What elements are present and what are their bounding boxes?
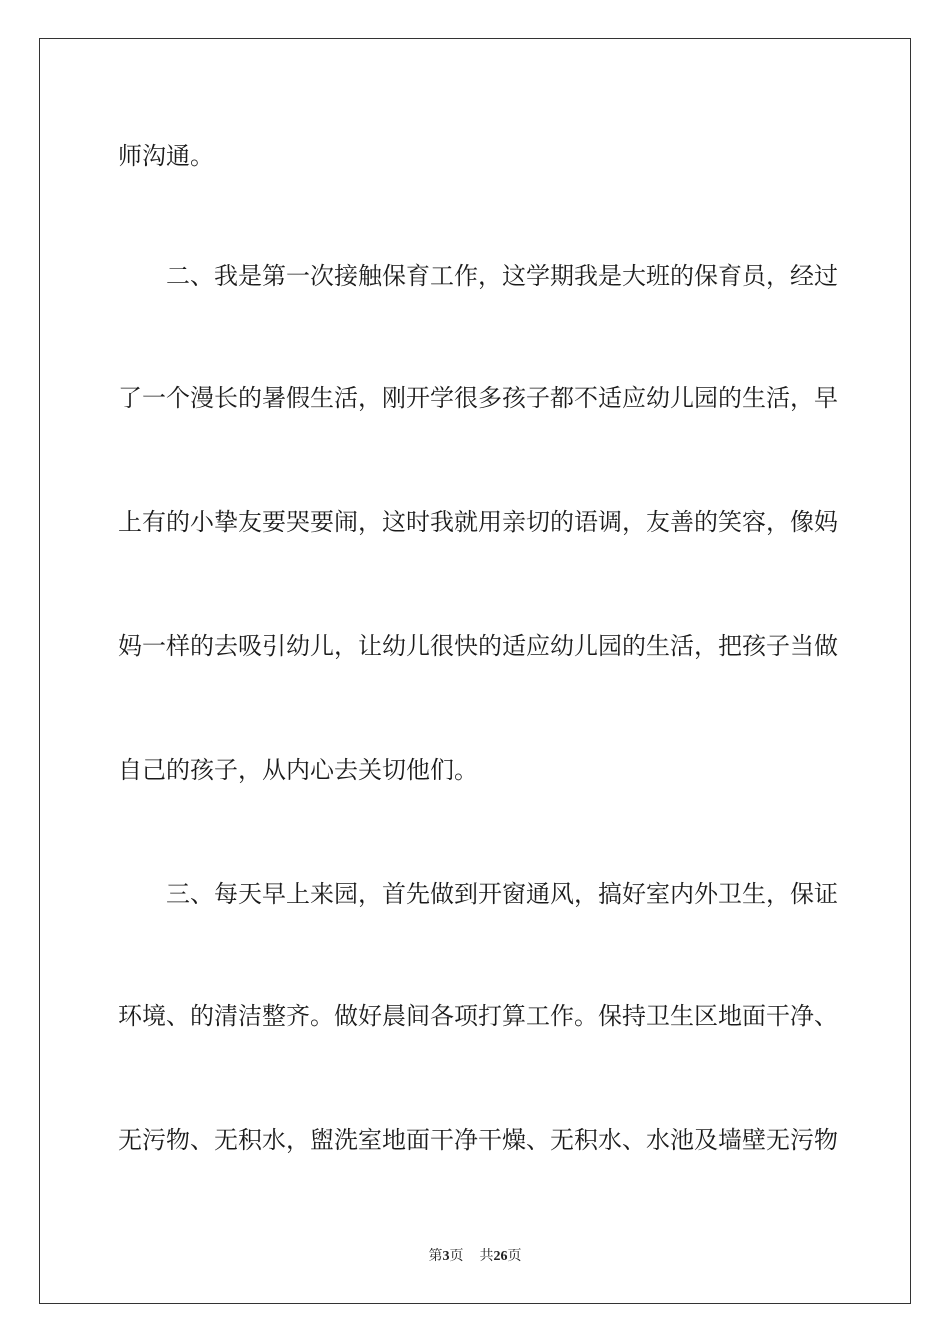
text-line-9: 无污物、无积水，盥洗室地面干净干燥、无积水、水池及墙壁无污物 [118,1126,838,1154]
page-border [39,38,911,1304]
text-line-6: 自己的孩子，从内心去关切他们。 [118,756,478,784]
text-line-1: 师沟通。 [118,142,214,170]
text-line-7: 三、每天早上来园，首先做到开窗通风，搞好室内外卫生，保证 [166,880,838,908]
page-suffix: 页 [449,1248,464,1264]
total-suffix: 页 [507,1248,522,1264]
text-line-4: 上有的小挚友要哭要闹，这时我就用亲切的语调，友善的笑容，像妈 [118,508,838,536]
text-line-2: 二、我是第一次接触保育工作，这学期我是大班的保育员，经过 [166,262,838,290]
page-number: 3 [442,1249,450,1264]
text-line-3: 了一个漫长的暑假生活，刚开学很多孩子都不适应幼儿园的生活，早 [118,384,838,412]
page-footer [0,1247,950,1266]
text-line-8: 环境、的清洁整齐。做好晨间各项打算工作。保持卫生区地面干净、 [118,1002,838,1030]
total-prefix: 共 [479,1248,494,1264]
text-line-5: 妈一样的去吸引幼儿，让幼儿很快的适应幼儿园的生活，把孩子当做 [118,632,838,660]
total-pages: 26 [493,1249,508,1264]
page-prefix: 第 [428,1248,443,1264]
